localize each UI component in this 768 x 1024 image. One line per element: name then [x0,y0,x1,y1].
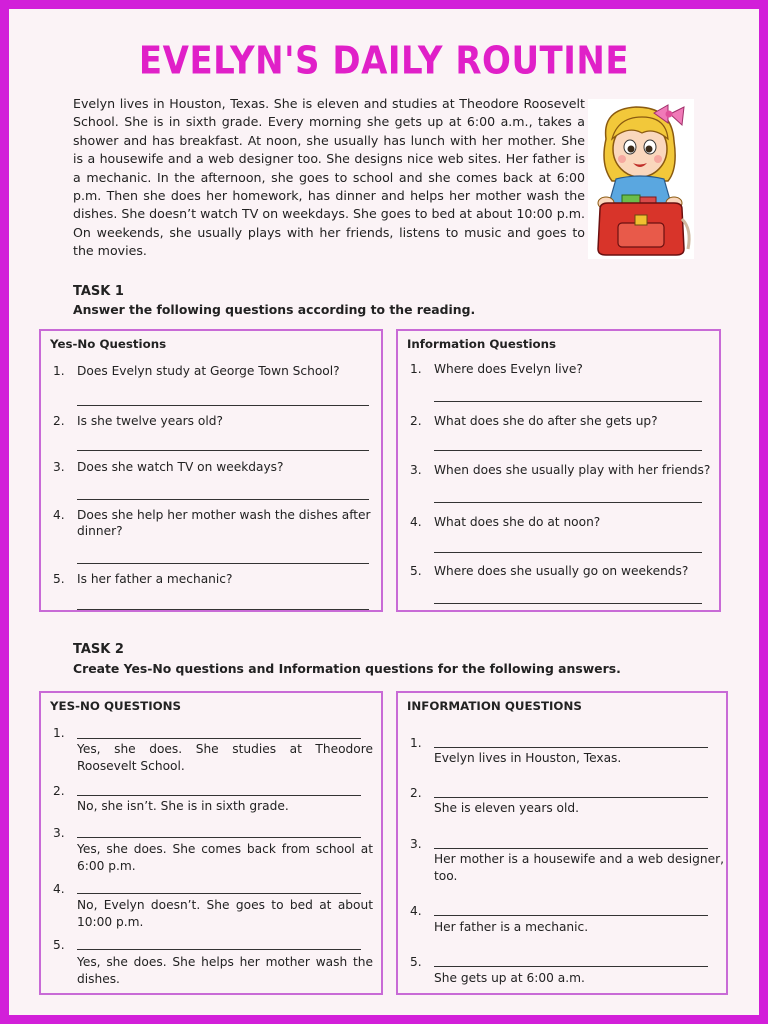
item-number: 3. [410,837,422,851]
yes-no-questions-box [39,329,383,612]
question-line[interactable] [434,915,708,916]
given-answer: Yes, she does. She comes back from school at 6:00 p.m. [77,842,373,873]
task1-heading: TASK 1 [73,284,124,299]
question-number: 2. [410,414,422,428]
girl-with-school-bag-illustration [588,99,694,259]
question-text: Where does she usually go on weekends? [434,564,689,578]
given-answer: No, Evelyn doesn’t. She goes to bed at about 10:00 p.m. [77,898,373,929]
item-number: 5. [410,955,422,969]
question-text: Does Evelyn study at George Town School? [77,364,340,378]
question-line[interactable] [77,949,361,950]
page-title: EVELYN'S DAILY ROUTINE [138,38,630,84]
question-line[interactable] [434,966,708,967]
task2-instruction: Create Yes-No questions and Information questions for the following answers. [73,661,621,676]
question-line[interactable] [77,893,361,894]
question-text: Is she twelve years old? [77,414,223,428]
item-number: 1. [410,736,422,750]
answer-line[interactable] [77,563,369,564]
yes-no-answers-box [39,691,383,995]
question-number: 4. [53,508,65,522]
question-line[interactable] [77,837,361,838]
item-number: 3. [53,826,65,840]
given-answer: Yes, she does. She studies at Theodore Roosevelt School. [77,742,373,773]
task2-heading: TASK 2 [73,642,124,657]
given-answer: She is eleven years old. [434,801,580,815]
answer-line[interactable] [434,552,702,553]
question-text: What does she do at noon? [434,515,601,529]
given-answer: Her father is a mechanic. [434,920,589,934]
question-line[interactable] [434,747,708,748]
question-text: Where does Evelyn live? [434,362,583,376]
question-number: 1. [53,364,65,378]
answer-line[interactable] [77,450,369,451]
reading-passage: Evelyn lives in Houston, Texas. She is eleven and studies at Theodore Roosevelt School. She is in sixth grade. Every morning she gets up at 6:00 a.m., takes a shower and has breakfast. At noon, she usually has lunch with her mother. She is a housewife and a web designer too. She designs nice web sites. Her father is a mechanic. In the afternoon, she goes to school and she comes back at 6:00 p.m. Then she does her homework, has dinner and helps her mother wash the dishes. She doesn’t watch TV on weekdays. She goes to bed at about 10:00 p.m. On weekends, she usually plays with her friends, listens to music and goes to the movies. [73,96,585,259]
answer-line[interactable] [77,499,369,500]
item-number: 2. [410,786,422,800]
question-line[interactable] [434,797,708,798]
given-answer: Yes, she does. She helps her mother wash the dishes. [77,955,373,986]
question-number: 5. [53,572,65,586]
question-number: 3. [410,463,422,477]
given-answer: Her mother is a housewife and a web designer, too. [434,852,724,883]
yes-no-answers-title: YES-NO QUESTIONS [50,699,181,713]
question-line[interactable] [77,738,361,739]
item-number: 4. [53,882,65,896]
information-answers-box [396,691,728,995]
answer-line[interactable] [434,603,702,604]
answer-line[interactable] [434,401,702,402]
question-text: When does she usually play with her friends? [434,463,711,477]
worksheet-page [9,9,759,1015]
question-text: Does she watch TV on weekdays? [77,460,284,474]
given-answer: Evelyn lives in Houston, Texas. [434,751,622,765]
question-line[interactable] [77,795,361,796]
question-text: Does she help her mother wash the dishes after dinner? [77,508,371,538]
question-number: 2. [53,414,65,428]
item-number: 2. [53,784,65,798]
item-number: 4. [410,904,422,918]
given-answer: She gets up at 6:00 a.m. [434,971,585,985]
question-number: 3. [53,460,65,474]
item-number: 5. [53,938,65,952]
question-number: 5. [410,564,422,578]
task1-instruction: Answer the following questions according to the reading. [73,302,476,317]
answer-line[interactable] [77,405,369,406]
answer-line[interactable] [77,609,369,610]
item-number: 1. [53,726,65,740]
question-text: What does she do after she gets up? [434,414,658,428]
answer-line[interactable] [434,502,702,503]
information-questions-box [396,329,721,612]
information-answers-title: INFORMATION QUESTIONS [407,699,582,713]
question-line[interactable] [434,848,708,849]
question-number: 1. [410,362,422,376]
question-text: Is her father a mechanic? [77,572,233,586]
answer-line[interactable] [434,450,702,451]
yes-no-questions-title: Yes-No Questions [50,337,167,351]
given-answer: No, she isn’t. She is in sixth grade. [77,799,289,813]
information-questions-title: Information Questions [407,337,557,351]
question-number: 4. [410,515,422,529]
